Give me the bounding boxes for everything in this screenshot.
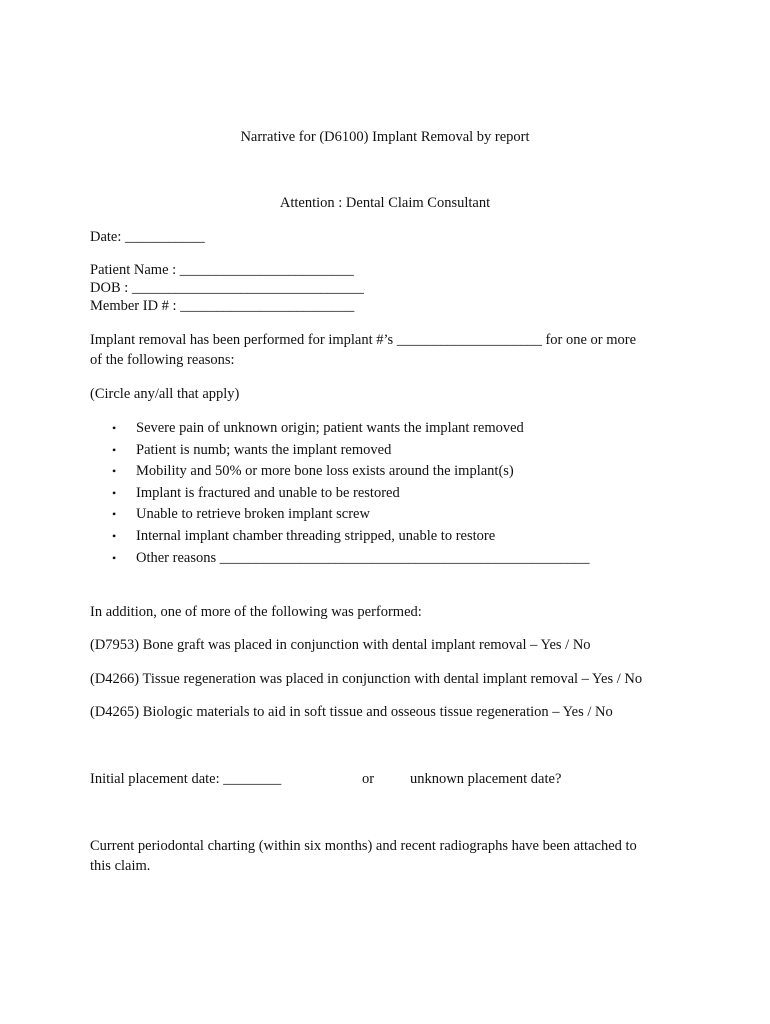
reason-text: Implant is fractured and unable to be restored xyxy=(136,484,400,501)
bullet-icon: • xyxy=(112,528,117,543)
circle-instruction: (Circle any/all that apply) xyxy=(90,386,240,402)
closing-text-line-2: this claim. xyxy=(90,858,151,874)
list-item xyxy=(90,504,590,526)
bullet-icon: • xyxy=(112,421,117,435)
intro-text-line-2: of the following reasons: xyxy=(90,352,235,368)
placement-or: or xyxy=(362,771,375,787)
procedure-d4266: (D4266) Tissue regeneration was placed in conjunction with dental implant removal – Yes / No xyxy=(90,671,643,687)
attention-line: Attention : Dental Claim Consultant xyxy=(279,195,491,211)
list-item xyxy=(90,440,590,462)
list-item xyxy=(90,418,590,440)
reason-text: Unable to retrieve broken implant screw xyxy=(136,506,370,523)
reason-text: Mobility and 50% or more bone loss exists around the implant(s) xyxy=(136,463,514,480)
date-field: Date: ___________ xyxy=(90,229,205,245)
reasons-list xyxy=(90,418,590,569)
list-item xyxy=(90,526,590,548)
document-title: Narrative for (D6100) Implant Removal by report xyxy=(240,129,530,145)
reason-text: Other reasons ___________________________________________________ xyxy=(136,549,590,566)
reason-text: Patient is numb; wants the implant removed xyxy=(136,441,392,458)
procedure-d4265: (D4265) Biologic materials to aid in soft tissue and osseous tissue regeneration – Yes / No xyxy=(90,704,613,720)
bullet-icon: • xyxy=(112,442,117,457)
patient-name-field: Patient Name : ________________________ xyxy=(90,262,354,278)
list-item xyxy=(90,483,590,505)
closing-text-line-1: Current periodontal charting (within six months) and recent radiographs have been attached to xyxy=(90,838,637,854)
bullet-icon: • xyxy=(112,464,117,479)
member-id-field: Member ID # : ________________________ xyxy=(90,298,355,314)
intro-text-line-1: Implant removal has been performed for implant #’s ____________________ for one or more xyxy=(90,332,637,348)
procedure-d7953: (D7953) Bone graft was placed in conjunction with dental implant removal – Yes / No xyxy=(90,637,591,653)
initial-placement-date: Initial placement date: ________ xyxy=(90,771,282,787)
unknown-placement-date: unknown placement date? xyxy=(410,771,562,787)
list-item xyxy=(90,548,590,570)
reason-text: Internal implant chamber threading stripped, unable to restore xyxy=(136,527,496,544)
bullet-icon: • xyxy=(112,485,117,500)
bullet-icon: • xyxy=(112,550,117,565)
dob-field: DOB : ________________________________ xyxy=(90,280,364,296)
addition-heading: In addition, one of more of the following was performed: xyxy=(90,604,422,620)
reason-text: Severe pain of unknown origin; patient wants the implant removed xyxy=(136,420,524,436)
bullet-icon: • xyxy=(112,507,117,522)
list-item xyxy=(90,461,590,483)
